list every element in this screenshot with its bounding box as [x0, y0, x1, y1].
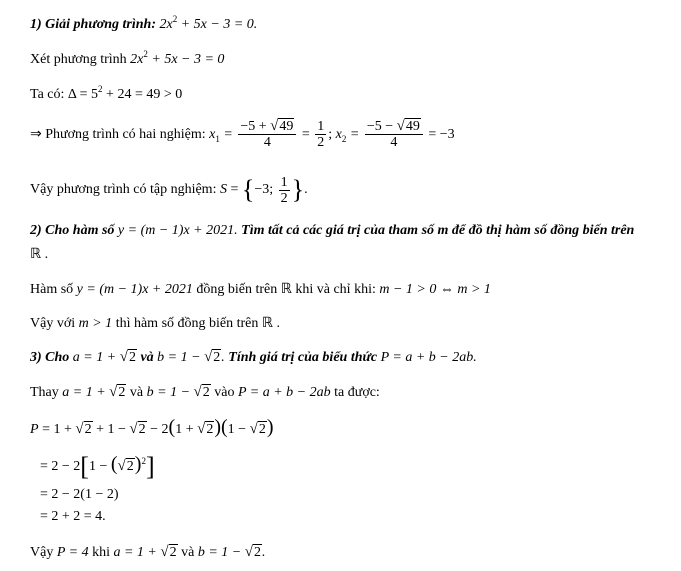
part3-line1 [30, 383, 380, 402]
half-fraction: $\frac{1}{2}$ [317, 119, 325, 151]
part3-a-def: a = 1 + √2 [72, 349, 136, 365]
part3-title-line [30, 348, 477, 367]
part1-line3-text: ⇒ Phương trình có hai nghiệm: [30, 127, 206, 142]
part3-final-khi: khi [92, 545, 110, 560]
part2-condition: m − 1 > 0 ⇔ m > 1 [379, 282, 491, 297]
part1-line4 [30, 170, 308, 210]
part2-title-end: ℝ . [30, 247, 49, 262]
part3-title-rest: Tính giá trị của biểu thức [228, 350, 378, 365]
part1-title: 1) Giải phương trình: [30, 17, 156, 32]
part3-final [30, 543, 265, 562]
part3-line1-expr: P = a + b − 2ab [237, 385, 331, 400]
part1-title-line [30, 10, 257, 34]
part1-line1-eq: $2x^2 + 5x - 3 = 0$ [130, 49, 225, 67]
x2-fraction: $\frac{-5 - √49}{4}$ [365, 119, 423, 150]
part2-line2-end: ℝ . [261, 316, 280, 331]
part2-line1 [30, 281, 491, 299]
part3-final-a: a = 1 + √2 [113, 544, 177, 560]
part3-line1-a: a = 1 + √2 [62, 384, 126, 400]
part3-line1-va: và [129, 385, 144, 400]
part3-final-text: Vậy [30, 545, 54, 560]
part2-function: y = (m − 1)x + 2021. [117, 223, 238, 238]
part2-line1-text: Hàm số [30, 282, 74, 297]
part3-line1-vao: vào [214, 385, 235, 400]
part1-discriminant: $\Delta = 5^2 + 24 = 49 > 0$ [67, 84, 183, 102]
part1-line3: ⇒ Phương trình có hai nghiệm: $x_1$ = $\frac{-5 + √49}{4}$ = $\frac{1}{2}$ ; $x_2$ = $\frac{-5 - √49}{4}$ = −3 [30, 118, 455, 151]
part2-title-rest: Tìm tất cả các giá trị của tham số m để đồ thị hàm số đồng biến trên [241, 223, 635, 238]
part3-title: 3) Cho [30, 350, 70, 365]
part3-step1: P = 1 + √2 + 1 − √2 − 2(1 + √2)(1 − √2) [30, 416, 274, 438]
part3-final-b: b = 1 − √2. [197, 544, 266, 560]
part1-line2 [30, 80, 182, 104]
part2-line1-mid2: khi và chỉ khi: [295, 282, 376, 297]
part3-step3: = 2 − 2(1 − 2) [40, 487, 119, 502]
part1-line1 [30, 45, 224, 69]
x1-fraction: $\frac{-5 + √49}{4}$ [238, 119, 296, 150]
real-set-symbol: ℝ [280, 282, 292, 297]
part3-expr: P = a + b − 2ab. [380, 350, 477, 365]
part3-final-va: và [181, 545, 195, 560]
part1-line4-text: Vậy phương trình có tập nghiệm: [30, 182, 217, 198]
part2-line1-func: y = (m − 1)x + 2021 [76, 282, 193, 297]
part2-line1-mid: đồng biến trên [196, 282, 278, 297]
part3-line1-end: ta được: [334, 385, 380, 400]
part3-line1-text: Thay [30, 385, 59, 400]
x1-label: $x_1$ = [209, 127, 233, 144]
part2-title-line [30, 222, 634, 240]
part3-va: và [140, 350, 154, 365]
part3-step4: = 2 + 2 = 4. [40, 509, 106, 524]
x2-label: $x_2$ = [335, 127, 360, 144]
part2-title: 2) Cho hàm số [30, 223, 115, 238]
part3-final-p: P = 4 [56, 545, 89, 560]
x2-result: = −3 [428, 127, 455, 142]
solution-set: S = {−3; $\frac{1}{2}$ }. [219, 174, 308, 206]
part1-line1-text: Xét phương trình [30, 52, 127, 67]
part2-line2-mid: thì hàm số đồng biến trên [115, 316, 259, 331]
part1-equation: $2x^2 + 5x - 3 = 0$. [159, 14, 258, 32]
part2-line2-cond: m > 1 [78, 316, 113, 331]
part1-line2-text: Ta có: [30, 87, 65, 102]
part3-line1-b: b = 1 − √2 [146, 384, 210, 400]
part2-line2 [30, 315, 280, 333]
part3-b-def: b = 1 − √2. [157, 349, 225, 365]
part3-step2: = $2 - 2[1 - (√2)^2]$ [40, 451, 155, 481]
part2-line2-text: Vậy với [30, 316, 76, 331]
